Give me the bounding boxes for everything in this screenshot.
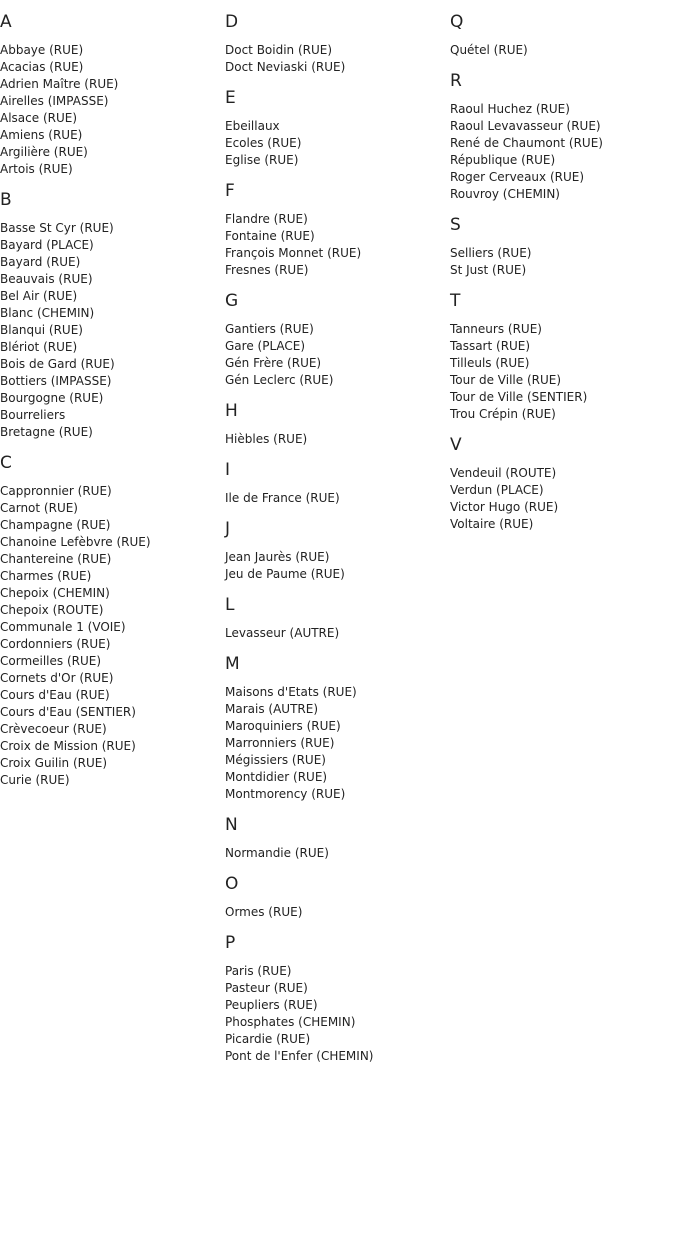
street-link[interactable]: Alsace (RUE) xyxy=(0,111,78,125)
street-link[interactable]: Blériot (RUE) xyxy=(0,340,78,354)
letter-heading: S xyxy=(450,215,461,235)
letter-group xyxy=(225,460,450,507)
letter-heading: R xyxy=(450,71,462,91)
letter-heading: H xyxy=(225,401,238,421)
street-link[interactable]: Maisons d'Etats (RUE) xyxy=(225,685,357,699)
letter-heading: G xyxy=(225,291,239,311)
street-link[interactable]: Tilleuls (RUE) xyxy=(450,356,530,370)
street-list xyxy=(225,118,450,169)
street-link[interactable]: Verdun (PLACE) xyxy=(450,483,544,497)
street-list xyxy=(225,549,450,583)
street-link[interactable]: Eglise (RUE) xyxy=(225,153,299,167)
letter-group xyxy=(450,435,675,533)
street-link[interactable]: Abbaye (RUE) xyxy=(0,43,84,57)
street-list xyxy=(450,465,675,533)
street-link[interactable]: Tour de Ville (SENTIER) xyxy=(450,390,588,404)
street-list xyxy=(225,431,450,448)
street-link[interactable]: Chepoix (CHEMIN) xyxy=(0,586,110,600)
street-link[interactable]: Adrien Maître (RUE) xyxy=(0,77,119,91)
street-link[interactable]: Phosphates (CHEMIN) xyxy=(225,1015,356,1029)
street-list xyxy=(225,904,450,921)
street-link[interactable]: Blanqui (RUE) xyxy=(0,323,83,337)
street-link[interactable]: Ecoles (RUE) xyxy=(225,136,302,150)
letter-heading: T xyxy=(450,291,461,311)
street-link[interactable]: Cornets d'Or (RUE) xyxy=(0,671,114,685)
letter-heading: L xyxy=(225,595,235,615)
letter-heading: V xyxy=(450,435,462,455)
street-link[interactable]: Beauvais (RUE) xyxy=(0,272,93,286)
street-link[interactable]: Amiens (RUE) xyxy=(0,128,83,142)
letter-group xyxy=(225,654,450,803)
letter-heading: P xyxy=(225,933,236,953)
street-link[interactable]: Fontaine (RUE) xyxy=(225,229,315,243)
street-link[interactable]: Cappronnier (RUE) xyxy=(0,484,112,498)
street-link[interactable]: Croix de Mission (RUE) xyxy=(0,739,136,753)
street-link[interactable]: René de Chaumont (RUE) xyxy=(450,136,603,150)
street-link[interactable]: Raoul Huchez (RUE) xyxy=(450,102,570,116)
letter-heading: J xyxy=(225,519,231,539)
street-link[interactable]: Doct Boidin (RUE) xyxy=(225,43,333,57)
street-link[interactable]: Pont de l'Enfer (CHEMIN) xyxy=(225,1049,374,1063)
street-link[interactable]: Cormeilles (RUE) xyxy=(0,654,102,668)
street-index-column-3 xyxy=(450,0,675,533)
street-link[interactable]: Roger Cerveaux (RUE) xyxy=(450,170,585,184)
letter-group xyxy=(225,874,450,921)
street-list xyxy=(0,42,225,178)
street-link[interactable]: Jean Jaurès (RUE) xyxy=(225,550,330,564)
street-list xyxy=(225,321,450,389)
street-link[interactable]: Croix Guilin (RUE) xyxy=(0,756,108,770)
letter-group xyxy=(225,595,450,642)
street-link[interactable]: Crèvecoeur (RUE) xyxy=(0,722,107,736)
street-link[interactable]: Doct Neviaski (RUE) xyxy=(225,60,346,74)
letter-group xyxy=(450,71,675,203)
street-link[interactable]: Communale 1 (VOIE) xyxy=(0,620,126,634)
letter-heading: D xyxy=(225,12,239,32)
street-link[interactable]: Bel Air (RUE) xyxy=(0,289,78,303)
street-link[interactable]: Normandie (RUE) xyxy=(225,846,329,860)
street-link[interactable]: Charmes (RUE) xyxy=(0,569,92,583)
street-link[interactable]: Basse St Cyr (RUE) xyxy=(0,221,114,235)
street-link[interactable]: Bayard (PLACE) xyxy=(0,238,94,252)
street-list xyxy=(225,963,450,1065)
street-link[interactable]: Hièbles (RUE) xyxy=(225,432,308,446)
street-link[interactable]: Cours d'Eau (SENTIER) xyxy=(0,705,136,719)
street-list xyxy=(225,211,450,279)
street-link[interactable]: Ormes (RUE) xyxy=(225,905,303,919)
letter-heading: I xyxy=(225,460,231,480)
street-link[interactable]: Montdidier (RUE) xyxy=(225,770,328,784)
street-link[interactable]: Marais (AUTRE) xyxy=(225,702,318,716)
street-link[interactable]: Argilière (RUE) xyxy=(0,145,88,159)
street-link[interactable]: Marronniers (RUE) xyxy=(225,736,335,750)
street-link[interactable]: Pasteur (RUE) xyxy=(225,981,308,995)
street-link[interactable]: Picardie (RUE) xyxy=(225,1032,311,1046)
street-link[interactable]: Tour de Ville (RUE) xyxy=(450,373,562,387)
street-list xyxy=(225,625,450,642)
street-link[interactable]: Bretagne (RUE) xyxy=(0,425,93,439)
street-link[interactable]: Peupliers (RUE) xyxy=(225,998,318,1012)
street-link[interactable]: Chanoine Lefèbvre (RUE) xyxy=(0,535,151,549)
street-link[interactable]: Bourgogne (RUE) xyxy=(0,391,104,405)
street-link[interactable]: Ile de France (RUE) xyxy=(225,491,340,505)
street-link[interactable]: Gare (PLACE) xyxy=(225,339,306,353)
street-link[interactable]: Tanneurs (RUE) xyxy=(450,322,542,336)
street-list xyxy=(225,845,450,862)
street-link[interactable]: Quétel (RUE) xyxy=(450,43,528,57)
street-link[interactable]: Gén Frère (RUE) xyxy=(225,356,322,370)
street-list xyxy=(225,42,450,76)
street-link[interactable]: Cours d'Eau (RUE) xyxy=(0,688,110,702)
letter-heading: N xyxy=(225,815,238,835)
letter-group xyxy=(225,933,450,1065)
street-list xyxy=(450,245,675,279)
letter-heading: E xyxy=(225,88,236,108)
letter-group xyxy=(450,291,675,423)
street-link[interactable]: Blanc (CHEMIN) xyxy=(0,306,95,320)
street-list xyxy=(450,101,675,203)
street-link[interactable]: Bottiers (IMPASSE) xyxy=(0,374,112,388)
street-link[interactable]: Paris (RUE) xyxy=(225,964,292,978)
street-link[interactable]: Victor Hugo (RUE) xyxy=(450,500,559,514)
letter-group xyxy=(225,291,450,389)
street-link[interactable]: Carnot (RUE) xyxy=(0,501,78,515)
street-list xyxy=(450,321,675,423)
street-link[interactable]: Curie (RUE) xyxy=(0,773,70,787)
letter-group xyxy=(225,181,450,279)
street-link[interactable]: Bourreliers xyxy=(0,408,66,422)
street-link[interactable]: Chantereine (RUE) xyxy=(0,552,112,566)
street-list xyxy=(450,42,675,59)
street-list xyxy=(0,220,225,441)
street-link[interactable]: Champagne (RUE) xyxy=(0,518,111,532)
letter-group xyxy=(225,401,450,448)
letter-group xyxy=(225,519,450,583)
letter-group xyxy=(0,12,225,178)
street-link[interactable]: Raoul Levavasseur (RUE) xyxy=(450,119,601,133)
letter-group xyxy=(0,190,225,441)
letter-group xyxy=(450,12,675,59)
street-link[interactable]: Acacias (RUE) xyxy=(0,60,84,74)
street-link[interactable]: Mégissiers (RUE) xyxy=(225,753,326,767)
letter-group xyxy=(0,453,225,789)
street-link[interactable]: Gantiers (RUE) xyxy=(225,322,314,336)
street-link[interactable]: Airelles (IMPASSE) xyxy=(0,94,109,108)
street-list xyxy=(0,483,225,789)
street-link[interactable]: Chepoix (ROUTE) xyxy=(0,603,104,617)
letter-group xyxy=(225,815,450,862)
street-link[interactable]: République (RUE) xyxy=(450,153,556,167)
street-link[interactable]: Maroquiniers (RUE) xyxy=(225,719,341,733)
street-link[interactable]: Rouvroy (CHEMIN) xyxy=(450,187,560,201)
street-list xyxy=(225,684,450,803)
letter-heading: O xyxy=(225,874,239,894)
street-list xyxy=(225,490,450,507)
letter-heading: F xyxy=(225,181,235,201)
letter-heading: M xyxy=(225,654,240,674)
street-link[interactable]: Gén Leclerc (RUE) xyxy=(225,373,334,387)
letter-heading: B xyxy=(0,190,12,210)
street-index-column-1 xyxy=(0,0,225,789)
street-link[interactable]: Flandre (RUE) xyxy=(225,212,308,226)
street-link[interactable]: François Monnet (RUE) xyxy=(225,246,362,260)
street-link[interactable]: Jeu de Paume (RUE) xyxy=(225,567,345,581)
street-link[interactable]: Voltaire (RUE) xyxy=(450,517,534,531)
street-link[interactable]: Vendeuil (ROUTE) xyxy=(450,466,557,480)
street-link[interactable]: Bayard (RUE) xyxy=(0,255,81,269)
street-link[interactable]: Bois de Gard (RUE) xyxy=(0,357,115,371)
street-link[interactable]: Artois (RUE) xyxy=(0,162,73,176)
street-link[interactable]: St Just (RUE) xyxy=(450,263,527,277)
street-link[interactable]: Ebeillaux xyxy=(225,119,280,133)
letter-heading: A xyxy=(0,12,12,32)
street-link[interactable]: Tassart (RUE) xyxy=(450,339,531,353)
street-index-column-2 xyxy=(225,0,450,1065)
street-link[interactable]: Fresnes (RUE) xyxy=(225,263,309,277)
letter-group xyxy=(450,215,675,279)
street-link[interactable]: Levasseur (AUTRE) xyxy=(225,626,340,640)
street-link[interactable]: Montmorency (RUE) xyxy=(225,787,346,801)
street-link[interactable]: Cordonniers (RUE) xyxy=(0,637,111,651)
street-link[interactable]: Trou Crépin (RUE) xyxy=(450,407,556,421)
letter-group xyxy=(225,88,450,169)
letter-heading: C xyxy=(0,453,12,473)
letter-heading: Q xyxy=(450,12,464,32)
letter-group xyxy=(225,12,450,76)
street-link[interactable]: Selliers (RUE) xyxy=(450,246,532,260)
